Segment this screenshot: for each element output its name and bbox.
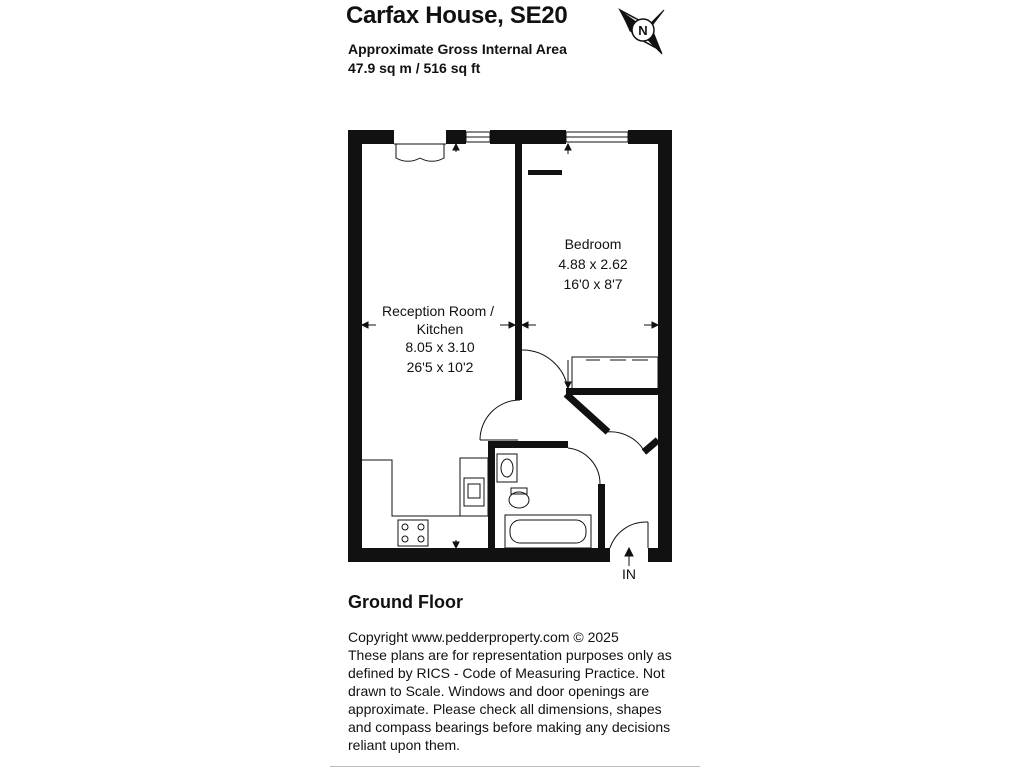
internal-walls — [488, 144, 658, 548]
sink — [464, 478, 484, 506]
bottom-divider — [330, 766, 700, 767]
reception-metric: 8.05 x 3.10 — [405, 339, 475, 355]
area-label: Approximate Gross Internal Area — [348, 41, 567, 57]
disclaimer-line: and compass bearings before making any decisions — [348, 719, 671, 735]
north-compass-icon — [618, 8, 666, 54]
french-doors — [394, 144, 446, 161]
disclaimer-line: Copyright www.pedderproperty.com © 2025 — [348, 629, 619, 645]
bedroom-imperial: 16'0 x 8'7 — [563, 276, 623, 292]
reception-name-line1: Reception Room / — [381, 303, 495, 319]
plan-title: Carfax House, SE20 — [346, 2, 568, 29]
hallway-door — [606, 432, 646, 454]
entrance-label: IN — [622, 566, 636, 582]
bathroom-fixtures — [497, 454, 591, 548]
bedroom-door — [522, 350, 568, 390]
bedroom-name: Bedroom — [564, 236, 622, 252]
reception-imperial: 26'5 x 10'2 — [406, 359, 474, 375]
disclaimer-line: approximate. Please check all dimensions, shapes — [348, 701, 662, 717]
bedroom-metric: 4.88 x 2.62 — [558, 256, 628, 272]
entrance-arrow-icon — [625, 548, 633, 566]
bathroom-door — [568, 448, 600, 484]
disclaimer-line: These plans are for representation purposes only as — [348, 647, 672, 663]
disclaimer-text — [348, 628, 698, 754]
entrance-door — [610, 522, 648, 548]
area-value: 47.9 sq m / 516 sq ft — [348, 60, 481, 76]
kitchen-units — [362, 458, 488, 546]
reception-name-line2: Kitchen — [416, 321, 464, 337]
hallway-walls — [566, 394, 658, 452]
basin — [497, 454, 517, 482]
hob — [398, 520, 428, 546]
disclaimer-line: reliant upon them. — [348, 737, 461, 753]
disclaimer-line: drawn to Scale. Windows and door openings are — [348, 683, 650, 699]
floor-label: Ground Floor — [348, 592, 463, 612]
reception-door — [480, 400, 520, 440]
compass-north-label: N — [638, 23, 648, 38]
wardrobe — [572, 357, 658, 389]
disclaimer-line: defined by RICS - Code of Measuring Practice. Not — [348, 665, 665, 681]
